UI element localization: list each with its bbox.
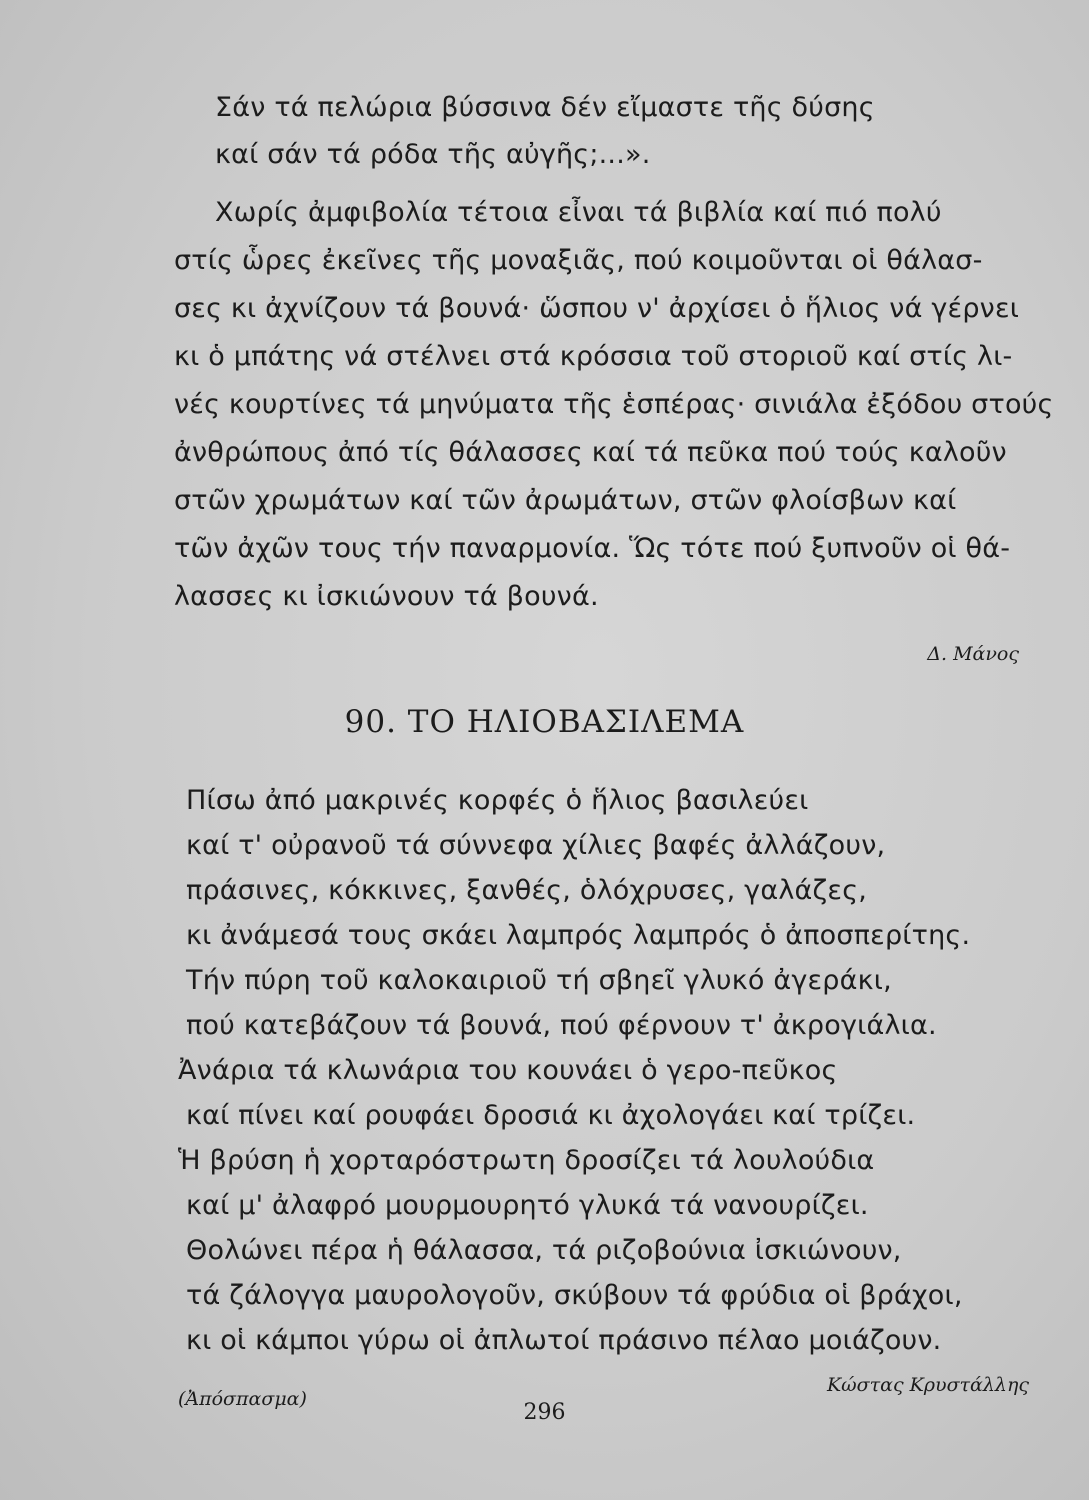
page-number: 296	[523, 1400, 566, 1425]
poem-line: Ἡ βρύση ἡ χορταρόστρωτη δροσίζει τά λουλούδια	[178, 1145, 875, 1176]
prose-line: νές κουρτίνες τά μηνύματα τῆς ἑσπέρας· σινιάλα ἐξόδου στούς	[174, 389, 1054, 420]
poem-author: Κώστας Κρυστάλλης	[826, 1374, 1029, 1396]
prose-line: στῶν χρωμάτων καί τῶν ἀρωμάτων, στῶν φλοίσβων καί	[174, 485, 957, 516]
poem-title: 90. ΤΟ ΗΛΙΟΒΑΣΙΛΕΜΑ	[344, 704, 745, 740]
poem-line: πράσινες, κόκκινες, ξανθές, ὁλόχρυσες, γαλάζες,	[186, 875, 868, 906]
prose-line: ἀνθρώπους ἀπό τίς θάλασσες καί τά πεῦκα πού τούς καλοῦν	[174, 437, 1007, 468]
poem-line: πού κατεβάζουν τά βουνά, πού φέρνουν τ' ἀκρογιάλια.	[186, 1010, 937, 1041]
poem-line: καί μ' ἀλαφρό μουρμουρητό γλυκά τά νανουρίζει.	[186, 1190, 869, 1221]
prose-line: Χωρίς ἀμφιβολία τέτοια εἶναι τά βιβλία καί πιό πολύ	[215, 197, 942, 228]
poem-line: Ἀνάρια τά κλωνάρια του κουνάει ὁ γερο-πεῦκος	[178, 1055, 838, 1086]
poem-line: κι οἱ κάμποι γύρω οἱ ἀπλωτοί πράσινο πέλαο μοιάζουν.	[186, 1325, 942, 1356]
prose-line: σες κι ἀχνίζουν τά βουνά· ὥσπου ν' ἀρχίσει ὁ ἥλιος νά γέρνει	[174, 293, 1020, 324]
poem-line: Πίσω ἀπό μακρινές κορφές ὁ ἥλιος βασιλεύει	[186, 785, 809, 816]
prose-line: λασσες κι ἰσκιώνουν τά βουνά.	[174, 581, 599, 612]
poem-excerpt-note: (Ἀπόσπασμα)	[178, 1388, 307, 1410]
poem-line: Θολώνει πέρα ἡ θάλασσα, τά ριζοβούνια ἰσκιώνουν,	[186, 1235, 902, 1266]
prose-intro-line: καί σάν τά ρόδα τῆς αὐγῆς;...».	[215, 139, 651, 170]
poem-line: κι ἀνάμεσά τους σκάει λαμπρός λαμπρός ὁ ἀποσπερίτης.	[186, 920, 971, 951]
prose-line: κι ὁ μπάτης νά στέλνει στά κρόσσια τοῦ στοριοῦ καί στίς λι-	[174, 341, 1013, 372]
prose-intro-line: Σάν τά πελώρια βύσσινα δέν εἴμαστε τῆς δύσης	[215, 92, 875, 123]
prose-line: στίς ὧρες ἐκεῖνες τῆς μοναξιᾶς, πού κοιμοῦνται οἱ θάλασ-	[174, 245, 983, 276]
poem-line: καί πίνει καί ρουφάει δροσιά κι ἀχολογάει καί τρίζει.	[186, 1100, 916, 1131]
prose-author: Δ. Μάνος	[927, 643, 1019, 665]
poem-line: τά ζάλογγα μαυρολογοῦν, σκύβουν τά φρύδια οἱ βράχοι,	[186, 1280, 963, 1311]
poem-line: Τήν πύρη τοῦ καλοκαιριοῦ τή σβηεῖ γλυκό ἀγεράκι,	[186, 965, 892, 996]
poem-line: καί τ' οὐρανοῦ τά σύννεφα χίλιες βαφές ἀλλάζουν,	[186, 830, 886, 861]
prose-line: τῶν ἀχῶν τους τήν παναρμονία. Ὥς τότε πού ξυπνοῦν οἱ θά-	[174, 533, 1011, 564]
